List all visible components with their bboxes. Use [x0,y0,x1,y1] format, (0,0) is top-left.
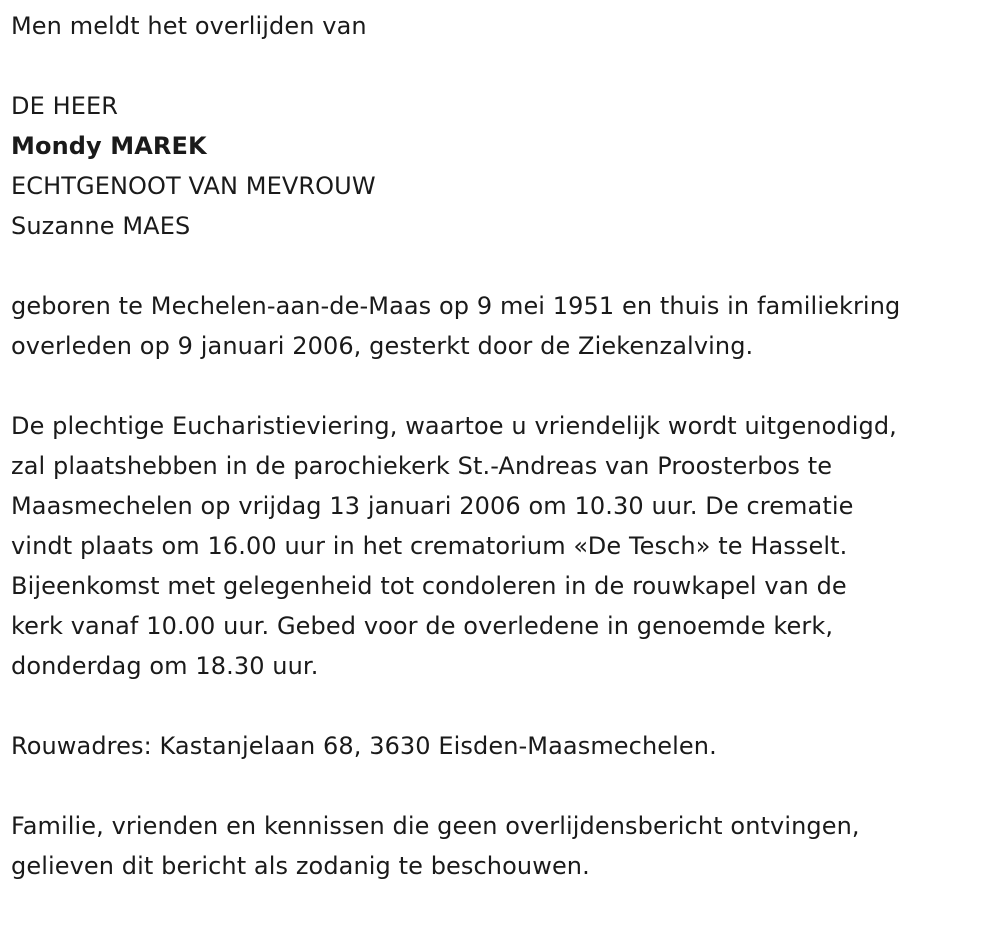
relation-text: ECHTGENOOT VAN MEVROUW [11,172,376,200]
paragraph-line: vindt plaats om 16.00 uur in het crematorium «De Tesch» te Hasselt. [11,532,848,560]
closing-paragraph [11,806,988,886]
paragraph-line: Bijeenkomst met gelegenheid tot condoleren in de rouwkapel van de [11,572,847,600]
paragraph-line: zal plaatshebben in de parochiekerk St.-Andreas van Proosterbos te [11,452,833,480]
spacer [11,366,988,406]
paragraph-line: geboren te Mechelen-aan-de-Maas op 9 mei 1951 en thuis in familiekring [11,292,901,320]
spacer [11,46,988,86]
birth-death-paragraph [11,286,988,366]
spacer [11,686,988,726]
paragraph-line: Familie, vrienden en kennissen die geen overlijdensbericht ontvingen, [11,812,860,840]
mourning-address: Rouwadres: Kastanjelaan 68, 3630 Eisden-Maasmechelen. [11,732,717,760]
paragraph-line: Maasmechelen op vrijdag 13 januari 2006 om 10.30 uur. De crematie [11,492,854,520]
ceremony-paragraph [11,406,988,686]
spouse-name: Suzanne MAES [11,212,191,240]
spacer [11,246,988,286]
paragraph-line: gelieven dit bericht als zodanig te beschouwen. [11,852,590,880]
intro-text: Men meldt het overlijden van [11,12,367,40]
paragraph-line: De plechtige Eucharistieviering, waartoe u vriendelijk wordt uitgenodigd, [11,412,897,440]
spacer [11,766,988,806]
paragraph-line: overleden op 9 januari 2006, gesterkt door de Ziekenzalving. [11,332,754,360]
title-prefix: DE HEER [11,92,119,120]
deceased-name: Mondy MAREK [11,132,207,160]
paragraph-line: donderdag om 18.30 uur. [11,652,319,680]
paragraph-line: kerk vanaf 10.00 uur. Gebed voor de overledene in genoemde kerk, [11,612,834,640]
